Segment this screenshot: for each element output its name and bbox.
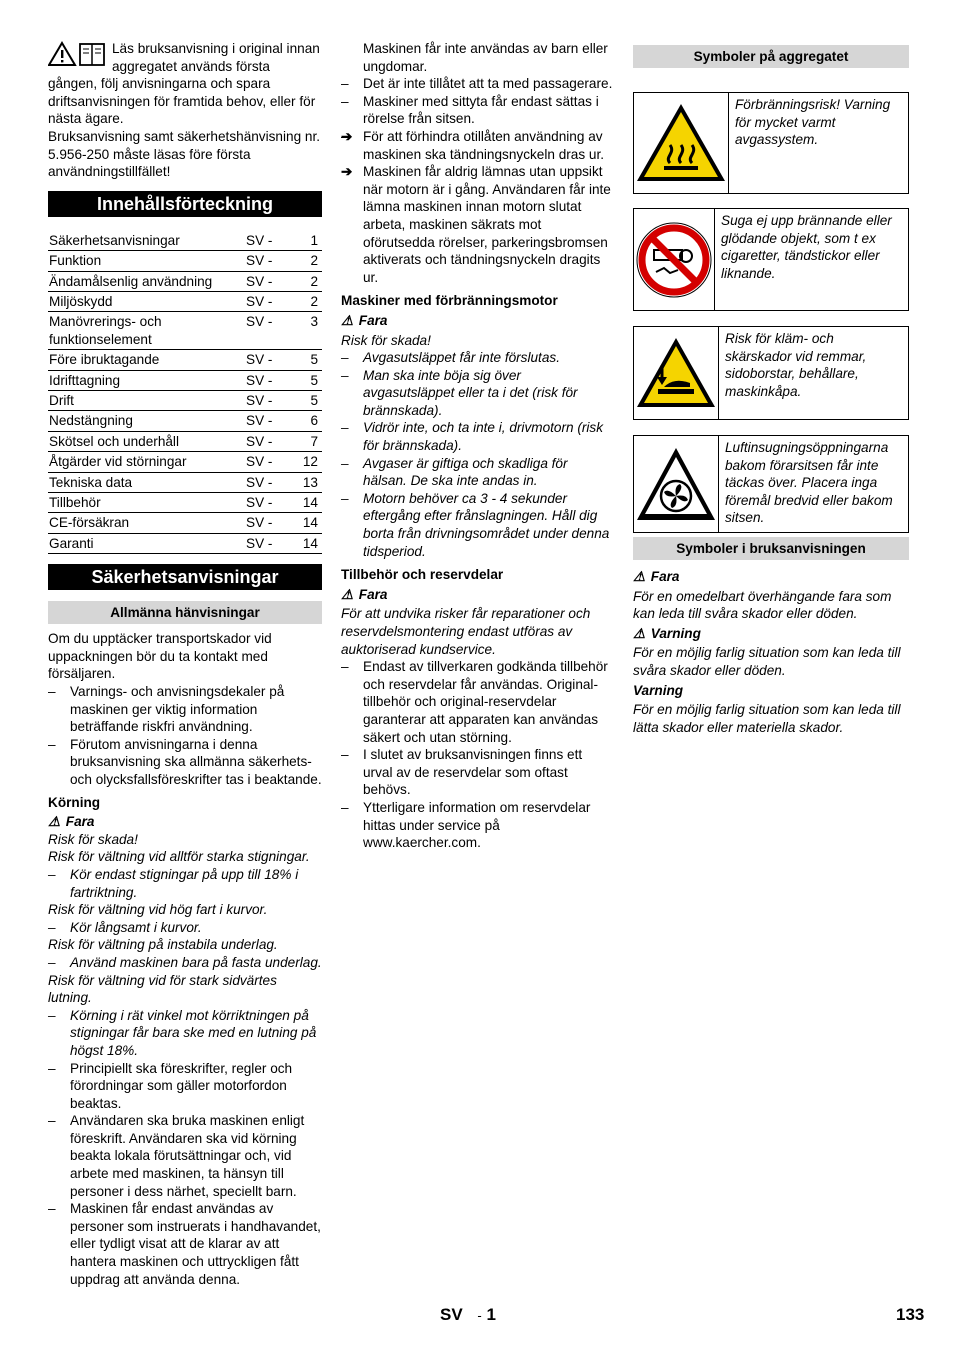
toc-page: 1 — [287, 231, 322, 251]
toc-label: Nedstängning — [48, 411, 240, 431]
symbols-title: Symboler på aggregatet — [633, 45, 909, 68]
fara-label: ⚠ Fara — [341, 312, 388, 328]
toc-page: 14 — [287, 533, 322, 553]
toc-row[interactable] — [48, 271, 322, 291]
list-item: – Avgasutsläppet får inte förslutas. — [341, 349, 615, 367]
toc-row[interactable] — [48, 452, 322, 472]
engine-title: Maskiner med förbränningsmotor — [341, 293, 558, 309]
toc-section: SV - — [240, 472, 287, 492]
toc-label: Drift — [48, 391, 240, 411]
symbol-box-fan — [633, 435, 909, 533]
intro-text-2: Bruksanvisning samt säkerhetshänvisning nr. 5.956-250 måste läsas före första användningstillfället! — [48, 128, 321, 180]
toc-section: SV - — [240, 251, 287, 271]
toc-section: SV - — [240, 312, 287, 350]
list-item: – Varnings- och anvisningsdekaler på maskinen ger viktig information beträffande riskfri användning. — [48, 683, 322, 736]
warning-icon: ⚠ — [633, 625, 646, 641]
symbol-desc: Suga ej upp brännande eller glödande objekt, som t ex cigaretter, tändstickor eller liknande. — [721, 213, 892, 281]
toc-label: CE-försäkran — [48, 513, 240, 533]
toc-section: SV - — [240, 350, 287, 370]
toc-page: 2 — [287, 291, 322, 311]
list-item: – Det är inte tillåtet att ta med passagerare. — [341, 75, 615, 93]
footer-lang: SV - 1 — [440, 1305, 496, 1324]
toc-section: SV - — [240, 391, 287, 411]
toc-row[interactable] — [48, 411, 322, 431]
warning-icon: ⚠ — [633, 569, 646, 584]
toc-page: 13 — [287, 472, 322, 492]
list-item: – Körning i rät vinkel mot körriktningen på stigningar får bara ske med en lutning på högst 18%. — [48, 1007, 322, 1060]
toc-row[interactable] — [48, 370, 322, 390]
toc-section: SV - — [240, 452, 287, 472]
general-text: Om du upptäcker transportskador vid uppackningen bör du ta kontakt med försäljaren. — [48, 631, 272, 682]
toc-page: 3 — [287, 312, 322, 350]
footer-sep: - — [477, 1308, 482, 1323]
list-item: – Man ska inte böja sig över avgasutsläppet eller ta i det (risk för brännskada). — [341, 367, 615, 420]
warning-manual-icon — [48, 41, 106, 67]
engine-risk: Risk för skada! — [341, 332, 431, 348]
intro-text: Läs bruksanvisning i original innan aggregatet används första gången, följ anvisningarna och spara driftsanvisningen för framtida behov, eller för nästa ägare. — [48, 41, 320, 127]
toc-page: 7 — [287, 431, 322, 451]
no-burning-objects-icon — [634, 209, 715, 310]
toc-section: SV - — [240, 431, 287, 451]
general-title: Allmänna hänvisningar — [48, 601, 322, 624]
hot-surface-icon — [634, 93, 729, 193]
acc-text: För att undvika risker får reparationer och reservdelsmontering endast utföras av auktoriserad kundservice. — [341, 606, 591, 657]
toc-section: SV - — [240, 370, 287, 390]
toc-page: 6 — [287, 411, 322, 431]
arrow-icon: ➔ — [341, 164, 353, 180]
fan-warning-icon — [634, 436, 719, 532]
varning-plain-desc: För en möjlig farlig situation som kan leda till lätta skador eller materiella skador. — [633, 702, 901, 735]
symbol-box-hot — [633, 92, 909, 194]
fara-label: ⚠ Fara — [633, 569, 680, 584]
arrow-item: ➔ Maskinen får aldrig lämnas utan uppsikt när motorn är i gång. Användaren får inte lämna maskinen innan motorn slutat arbeta, maskinen säkrats mot oförutsedda rörelser, parkeringsbromsen aktiverats och tändningsnyckeln dragits ur. — [341, 164, 611, 285]
varning-label: ⚠ Varning — [633, 625, 701, 641]
symbol-desc: Luftinsugningsöppningarna bakom förarsitsen får inte täckas över. Placera inga föremål bredvid eller bakom sitsen. — [725, 440, 893, 526]
list-item: – Maskinen får endast användas av personer som instruerats i handhavandet, eller tydligt visat att de klarar av att hantera maskinen och uttryckligen fått uppdrag att använda denna. — [48, 1200, 322, 1288]
list-item-continued: – Maskinen får inte användas av barn eller ungdomar. — [341, 40, 615, 75]
toc-row[interactable] — [48, 431, 322, 451]
toc-page: 2 — [287, 271, 322, 291]
toc-label: Garanti — [48, 533, 240, 553]
list-item: – Kör långsamt i kurvor. — [48, 919, 322, 937]
toc-row[interactable] — [48, 251, 322, 271]
symbol-box-no-burning — [633, 208, 909, 311]
driving-title: Körning — [48, 794, 101, 810]
warning-icon: ⚠ — [341, 586, 354, 602]
toc-page: 5 — [287, 370, 322, 390]
acc-title: Tillbehör och reservdelar — [341, 567, 504, 583]
toc-section: SV - — [240, 271, 287, 291]
varning-plain-label: Varning — [633, 682, 684, 698]
fara-desc: För en omedelbart överhängande fara som kan leda till svåra skador eller döden. — [633, 588, 892, 622]
toc-page: 5 — [287, 391, 322, 411]
symbol-box-crush — [633, 326, 909, 420]
toc-row[interactable] — [48, 312, 322, 350]
toc-row[interactable] — [48, 533, 322, 553]
varning-desc: För en möjlig farlig situation som kan leda till svåra skador eller döden. — [633, 645, 901, 678]
toc-page: 14 — [287, 513, 322, 533]
toc-section: SV - — [240, 231, 287, 251]
list-item: – I slutet av bruksanvisningen finns ett urval av de reservdelar som oftast behövs. — [341, 746, 615, 799]
toc-label: Åtgärder vid störningar — [48, 452, 240, 472]
toc-label: Säkerhetsanvisningar — [48, 231, 240, 251]
toc-title: Innehållsförteckning — [48, 191, 322, 219]
toc-table — [48, 231, 322, 555]
risk-text: Risk för vältning vid alltför starka stigningar. — [48, 849, 310, 865]
list-item: – Principiellt ska föreskrifter, regler och förordningar som gäller motorfordon beaktas. — [48, 1060, 322, 1113]
column-left — [48, 40, 322, 1288]
toc-section: SV - — [240, 493, 287, 513]
toc-row[interactable] — [48, 231, 322, 251]
list-item: – Användaren ska bruka maskinen enligt föreskrift. Användaren ska vid körning beakta lokala förutsättningar och, vid arbete med maskinen, ta hänsyn till personer i dess närhet, speciellt barn. — [48, 1112, 322, 1200]
toc-label: Miljöskydd — [48, 291, 240, 311]
list-item: – Endast av tillverkaren godkända tillbehör och reservdelar får användas. Original-tillbehör och original-reservdelar garanterar att apparaten kan användas säkert och utan störning. — [341, 658, 615, 746]
toc-section: SV - — [240, 513, 287, 533]
risk-text: Risk för vältning på instabila underlag. — [48, 937, 278, 953]
risk-text: Risk för vältning vid för stark sidvärtes lutning. — [48, 972, 277, 1006]
symbol-desc: Risk för kläm- och skärskador vid remmar, sidoborstar, behållare, maskinkåpa. — [725, 331, 867, 399]
footer-pagenum: 1 — [486, 1305, 496, 1324]
crush-hand-icon — [634, 327, 719, 419]
list-item: – Vidrör inte, och ta inte i, drivmotorn (risk för brännskada). — [341, 419, 615, 454]
toc-label: Före ibruktagande — [48, 350, 240, 370]
toc-label: Tillbehör — [48, 493, 240, 513]
toc-row[interactable] — [48, 493, 322, 513]
fara-label: ⚠ Fara — [341, 586, 388, 602]
list-item: – Ytterligare information om reservdelar hittas under service på www.kaercher.com. — [341, 799, 615, 852]
manual-symbols-title: Symboler i bruksanvisningen — [633, 537, 909, 560]
toc-page: 12 — [287, 452, 322, 472]
fara-text: Fara — [65, 814, 95, 830]
toc-section: SV - — [240, 291, 287, 311]
warning-icon: ⚠ — [48, 814, 61, 830]
driving-lines — [48, 831, 322, 1060]
column-middle — [341, 40, 615, 852]
toc-page: 14 — [287, 493, 322, 513]
warning-icon: ⚠ — [341, 312, 354, 328]
toc-row[interactable] — [48, 291, 322, 311]
list-item: – Avgaser är giftiga och skadliga för hälsan. De ska inte andas in. — [341, 455, 615, 490]
toc-page: 5 — [287, 350, 322, 370]
toc-row[interactable] — [48, 391, 322, 411]
risk-text: Risk för skada! — [48, 831, 138, 847]
toc-label: Funktion — [48, 251, 240, 271]
arrow-icon: ➔ — [341, 128, 353, 144]
list-item: – Använd maskinen bara på fasta underlag. — [48, 954, 322, 972]
toc-label: Skötsel och underhåll — [48, 431, 240, 451]
list-item: – Maskiner med sittyta får endast sättas i rörelse från sitsen. — [341, 93, 615, 128]
column-right — [633, 40, 909, 736]
toc-row[interactable] — [48, 472, 322, 492]
toc-label: Manövrerings- och funktionselement — [48, 312, 240, 350]
toc-row[interactable] — [48, 350, 322, 370]
safety-title: Säkerhetsanvisningar — [48, 564, 322, 592]
toc-label: Idrifttagning — [48, 370, 240, 390]
list-item: – Motorn behöver ca 3 - 4 sekunder eftergång efter frånslagningen. Håll dig borta från drivningsområdet under denna tidsperiod. — [341, 490, 615, 560]
arrow-item: ➔ För att förhindra otillåten användning av maskinen ska tändningsnyckeln dras ur. — [341, 128, 605, 162]
toc-page: 2 — [287, 251, 322, 271]
page-number: 133 — [896, 1305, 925, 1324]
toc-label: Tekniska data — [48, 472, 240, 492]
toc-section: SV - — [240, 533, 287, 553]
list-item: – Förutom anvisningarna i denna bruksanvisning ska allmänna säkerhets- och olycksfallsföreskrifter tas i beaktande. — [48, 736, 322, 789]
fara-label — [48, 813, 322, 831]
list-item: – Kör endast stigningar på upp till 18% i fartriktning. — [48, 866, 322, 901]
toc-label: Ändamålsenlig användning — [48, 271, 240, 291]
symbol-desc: Förbränningsrisk! Varning för mycket varmt avgassystem. — [735, 97, 891, 148]
intro — [48, 40, 322, 181]
risk-text: Risk för vältning vid hög fart i kurvor. — [48, 902, 268, 918]
toc-section: SV - — [240, 411, 287, 431]
toc-row[interactable] — [48, 513, 322, 533]
